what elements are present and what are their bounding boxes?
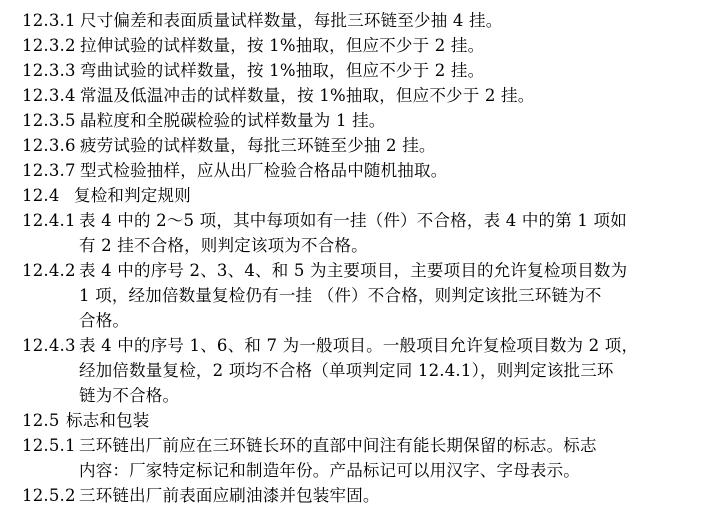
clause-text bbox=[80, 8, 712, 33]
clause-line: 尺寸偏差和表面质量试样数量，每批三环链至少抽 4 挂。 bbox=[80, 11, 503, 30]
clause-line: 链为不合格。 bbox=[79, 386, 180, 405]
clause-number: 12.3.2 bbox=[22, 36, 76, 55]
section-number: 12.5 bbox=[22, 411, 60, 430]
clause-line: 内容：厂家特定标记和制造年份。产品标记可以用汉字、字母表示。 bbox=[79, 461, 580, 480]
clause-text bbox=[80, 108, 712, 133]
clause-line: 晶粒度和全脱碳检验的试样数量为 1 挂。 bbox=[80, 111, 386, 130]
section-12-4-heading bbox=[22, 183, 712, 208]
section-12-5-heading bbox=[22, 408, 712, 433]
clause-line: 三环链出厂前表面应刷油漆并包装牢固。 bbox=[79, 486, 380, 505]
clause-text bbox=[79, 208, 712, 258]
clause-number: 12.3.4 bbox=[22, 86, 76, 105]
clause-line: 表 4 中的序号 1、6、和 7 为一般项目。一般项目允许复检项目数为 2 项， bbox=[79, 336, 639, 355]
clause-number: 12.4.1 bbox=[22, 211, 76, 230]
clause-line: 1 项，经加倍数量复检仍有一挂 （件）不合格，则判定该批三环链为不 bbox=[79, 286, 602, 305]
clause-12-3-2 bbox=[22, 33, 712, 58]
clause-12-3-7 bbox=[22, 158, 712, 183]
section-title-line: 复检和判定规则 bbox=[74, 186, 191, 205]
clause-text bbox=[80, 83, 712, 108]
clause-line: 拉伸试验的试样数量，按 1%抽取，但应不少于 2 挂。 bbox=[80, 36, 485, 55]
clause-number: 12.5.1 bbox=[22, 436, 76, 455]
clause-text bbox=[79, 433, 712, 483]
clause-number: 12.3.5 bbox=[22, 111, 76, 130]
clause-12-3-3 bbox=[22, 58, 712, 83]
clause-12-3-1 bbox=[22, 8, 712, 33]
section-title bbox=[66, 408, 712, 433]
clause-line: 有 2 挂不合格，则判定该项为不合格。 bbox=[79, 236, 368, 255]
section-title-line: 标志和包装 bbox=[66, 411, 150, 430]
clause-line: 疲劳试验的试样数量，每批三环链至少抽 2 挂。 bbox=[80, 136, 436, 155]
clause-number: 12.3.6 bbox=[22, 136, 76, 155]
clause-12-3-5 bbox=[22, 108, 712, 133]
clause-number: 12.4.3 bbox=[22, 336, 76, 355]
clause-line: 经加倍数量复检，2 项均不合格（单项判定同 12.4.1），则判定该批三环 bbox=[79, 361, 614, 380]
clause-number: 12.3.3 bbox=[22, 61, 76, 80]
clause-12-4-2 bbox=[22, 258, 712, 333]
clause-text bbox=[80, 158, 712, 183]
clause-number: 12.3.1 bbox=[22, 11, 76, 30]
clause-12-5-1 bbox=[22, 433, 712, 483]
clause-text bbox=[79, 258, 712, 333]
clause-text bbox=[80, 58, 712, 83]
clause-text bbox=[80, 133, 712, 158]
clause-12-3-4 bbox=[22, 83, 712, 108]
document-body bbox=[22, 8, 712, 508]
clause-12-4-3 bbox=[22, 333, 712, 408]
clause-line: 合格。 bbox=[79, 311, 130, 330]
clause-line: 表 4 中的 2～5 项，其中每项如有一挂（件）不合格，表 4 中的第 1 项如 bbox=[79, 211, 627, 230]
section-number: 12.4 bbox=[22, 186, 60, 205]
section-title bbox=[74, 183, 712, 208]
clause-text bbox=[80, 33, 712, 58]
clause-line: 常温及低温冲击的试样数量，按 1%抽取，但应不少于 2 挂。 bbox=[80, 86, 535, 105]
clause-number: 12.3.7 bbox=[22, 161, 76, 180]
clause-text bbox=[79, 483, 712, 508]
clause-12-5-2 bbox=[22, 483, 712, 508]
clause-line: 型式检验抽样，应从出厂检验合格品中随机抽取。 bbox=[80, 161, 448, 180]
clause-line: 表 4 中的序号 2、3、4、和 5 为主要项目，主要项目的允许复检项目数为 bbox=[79, 261, 628, 280]
clause-number: 12.5.2 bbox=[22, 486, 76, 505]
clause-line: 弯曲试验的试样数量，按 1%抽取，但应不少于 2 挂。 bbox=[80, 61, 485, 80]
clause-text bbox=[79, 333, 712, 408]
clause-number: 12.4.2 bbox=[22, 261, 76, 280]
clause-12-4-1 bbox=[22, 208, 712, 258]
clause-line: 三环链出厂前应在三环链长环的直部中间注有能长期保留的标志。标志 bbox=[79, 436, 597, 455]
clause-12-3-6 bbox=[22, 133, 712, 158]
